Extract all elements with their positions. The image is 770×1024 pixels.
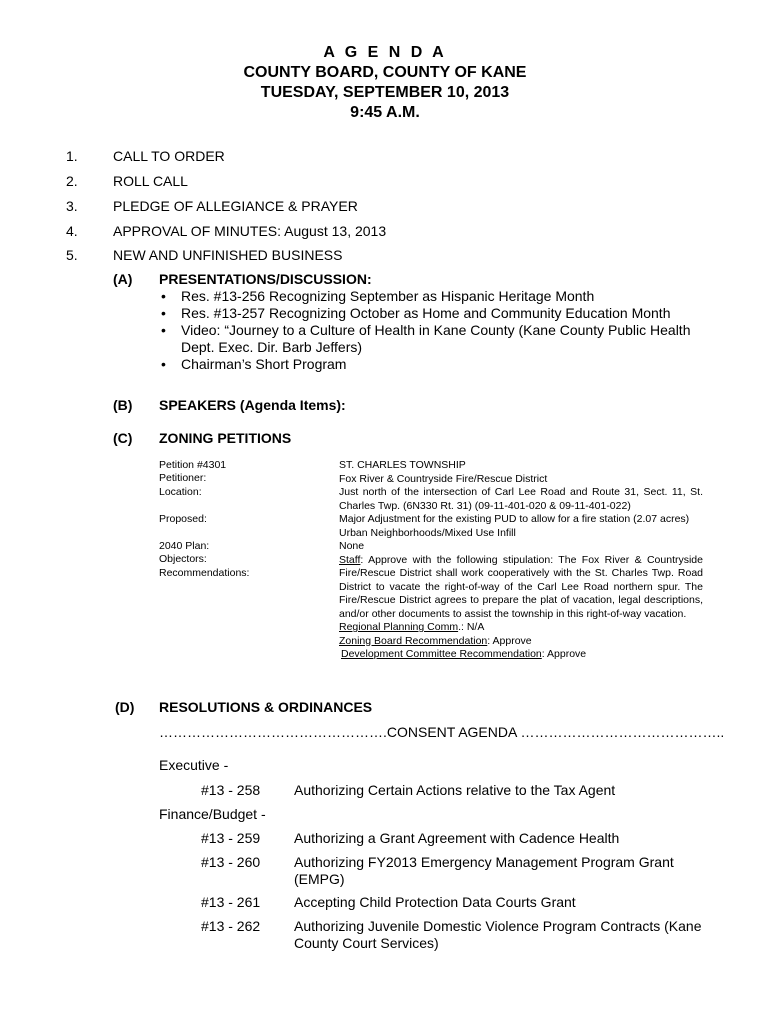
zoning-label: Location: [159, 486, 202, 498]
zoning-location: Just north of the intersection of Carl Lee Road and Route 31, Sect. 11, St. Charles Twp. (6N330 Rt. 31) (09-11-401-020 & 09-11-401-022) [339, 486, 703, 512]
section-a-letter: (A) [113, 271, 133, 287]
resolution-text: Authorizing Juvenile Domestic Violence Program Contracts (Kane County Court Services) [294, 918, 702, 951]
item-text: APPROVAL OF MINUTES: August 13, 2013 [113, 223, 387, 239]
zoning-development [339, 648, 703, 662]
zoning-label: Proposed: [159, 513, 207, 525]
zoning-proposed: Major Adjustment for the existing PUD to allow for a fire station (2.07 acres) [339, 513, 690, 525]
item-text: ROLL CALL [113, 173, 188, 189]
group-executive: Executive - [159, 757, 229, 773]
zoning-label: Recommendations: [159, 567, 250, 579]
development-text: : Approve [541, 648, 587, 660]
zoning-staff-recommendation [339, 554, 703, 622]
item-number: 5. [66, 247, 78, 263]
zoning-label: Petition #4301 [159, 459, 227, 471]
agenda-title: A G E N D A [323, 44, 447, 61]
resolution-text: Accepting Child Protection Data Courts Grant [294, 894, 576, 910]
regional-label: Regional Planning Comm [339, 621, 459, 633]
resolution-text: Authorizing Certain Actions relative to the Tax Agent [294, 782, 616, 798]
zoning-board-label: Zoning Board Recommendation [339, 634, 488, 647]
list-item: • Chairman’s Short Program [159, 356, 719, 373]
resolution-number: #13 - 261 [201, 894, 261, 910]
presentations-list [159, 288, 719, 373]
group-finance-budget: Finance/Budget - [159, 806, 266, 822]
regional-text: .: N/A [458, 621, 485, 633]
item-number: 1. [66, 148, 78, 164]
section-b-heading: SPEAKERS (Agenda Items): [159, 397, 346, 413]
board-name: COUNTY BOARD, COUNTY OF KANE [243, 64, 527, 81]
zoning-plan: Urban Neighborhoods/Mixed Use Infill [339, 526, 516, 539]
item-text: NEW AND UNFINISHED BUSINESS [113, 247, 343, 263]
resolution-number: #13 - 260 [201, 854, 261, 870]
resolution-text: Authorizing FY2013 Emergency Management Program Grant (EMPG) [294, 854, 674, 887]
meeting-time: 9:45 A.M. [350, 104, 420, 121]
development-label: Development Committee Recommendation [341, 648, 542, 660]
section-d-heading: RESOLUTIONS & ORDINANCES [159, 699, 373, 715]
zoning-petitioner: Fox River & Countryside Fire/Rescue District [339, 472, 548, 485]
list-item: • Res. #13-256 Recognizing September as Hispanic Heritage Month [159, 288, 719, 305]
section-c-letter: (C) [113, 430, 133, 446]
zoning-label: Objectors: [159, 553, 207, 565]
resolution-text: Authorizing a Grant Agreement with Cadence Health [294, 830, 620, 846]
zoning-board [339, 635, 703, 649]
section-d-letter: (D) [115, 699, 135, 715]
section-a-heading: PRESENTATIONS/DISCUSSION: [159, 271, 372, 287]
zoning-label: 2040 Plan: [159, 540, 210, 552]
item-number: 3. [66, 198, 78, 214]
resolution-number: #13 - 262 [201, 918, 261, 934]
zoning-details [339, 459, 703, 662]
zoning-board-text: : Approve [487, 634, 532, 647]
resolution-number: #13 - 259 [201, 830, 261, 846]
item-number: 4. [66, 223, 78, 239]
list-item: • Video: “Journey to a Culture of Health in Kane County (Kane County Public Health Dept. Exec. Dir. Barb Jeffers) [159, 322, 699, 356]
resolution-number: #13 - 258 [201, 782, 261, 798]
item-text: PLEDGE OF ALLEGIANCE & PRAYER [113, 198, 358, 214]
meeting-date: TUESDAY, SEPTEMBER 10, 2013 [260, 84, 510, 101]
list-item: • Res. #13-257 Recognizing October as Home and Community Education Month [159, 305, 719, 322]
staff-text: : Approve with the following stipulation: The Fox River & Countryside Fire/Rescue District shall work cooperatively with the St. Charles Twp. Road District to vacate the right-of-way of the Carl Lee Road northern spur. The Fire/Rescue District agrees to prepare the plat of vacation, legal descriptions, and/or other documents to assist the township in this right-of-way vacation. [339, 553, 703, 620]
zoning-township: ST. CHARLES TOWNSHIP [339, 459, 466, 471]
consent-agenda-line: ………………………………………….CONSENT AGENDA …………………………………….. [159, 724, 725, 740]
section-b-letter: (B) [113, 397, 133, 413]
item-text: CALL TO ORDER [113, 148, 225, 164]
staff-label: Staff [339, 553, 361, 566]
section-c-heading: ZONING PETITIONS [159, 430, 292, 446]
zoning-objectors: None [339, 540, 365, 552]
agenda-header [0, 43, 770, 123]
zoning-label: Petitioner: [159, 472, 207, 484]
item-number: 2. [66, 173, 78, 189]
zoning-regional [339, 621, 703, 635]
